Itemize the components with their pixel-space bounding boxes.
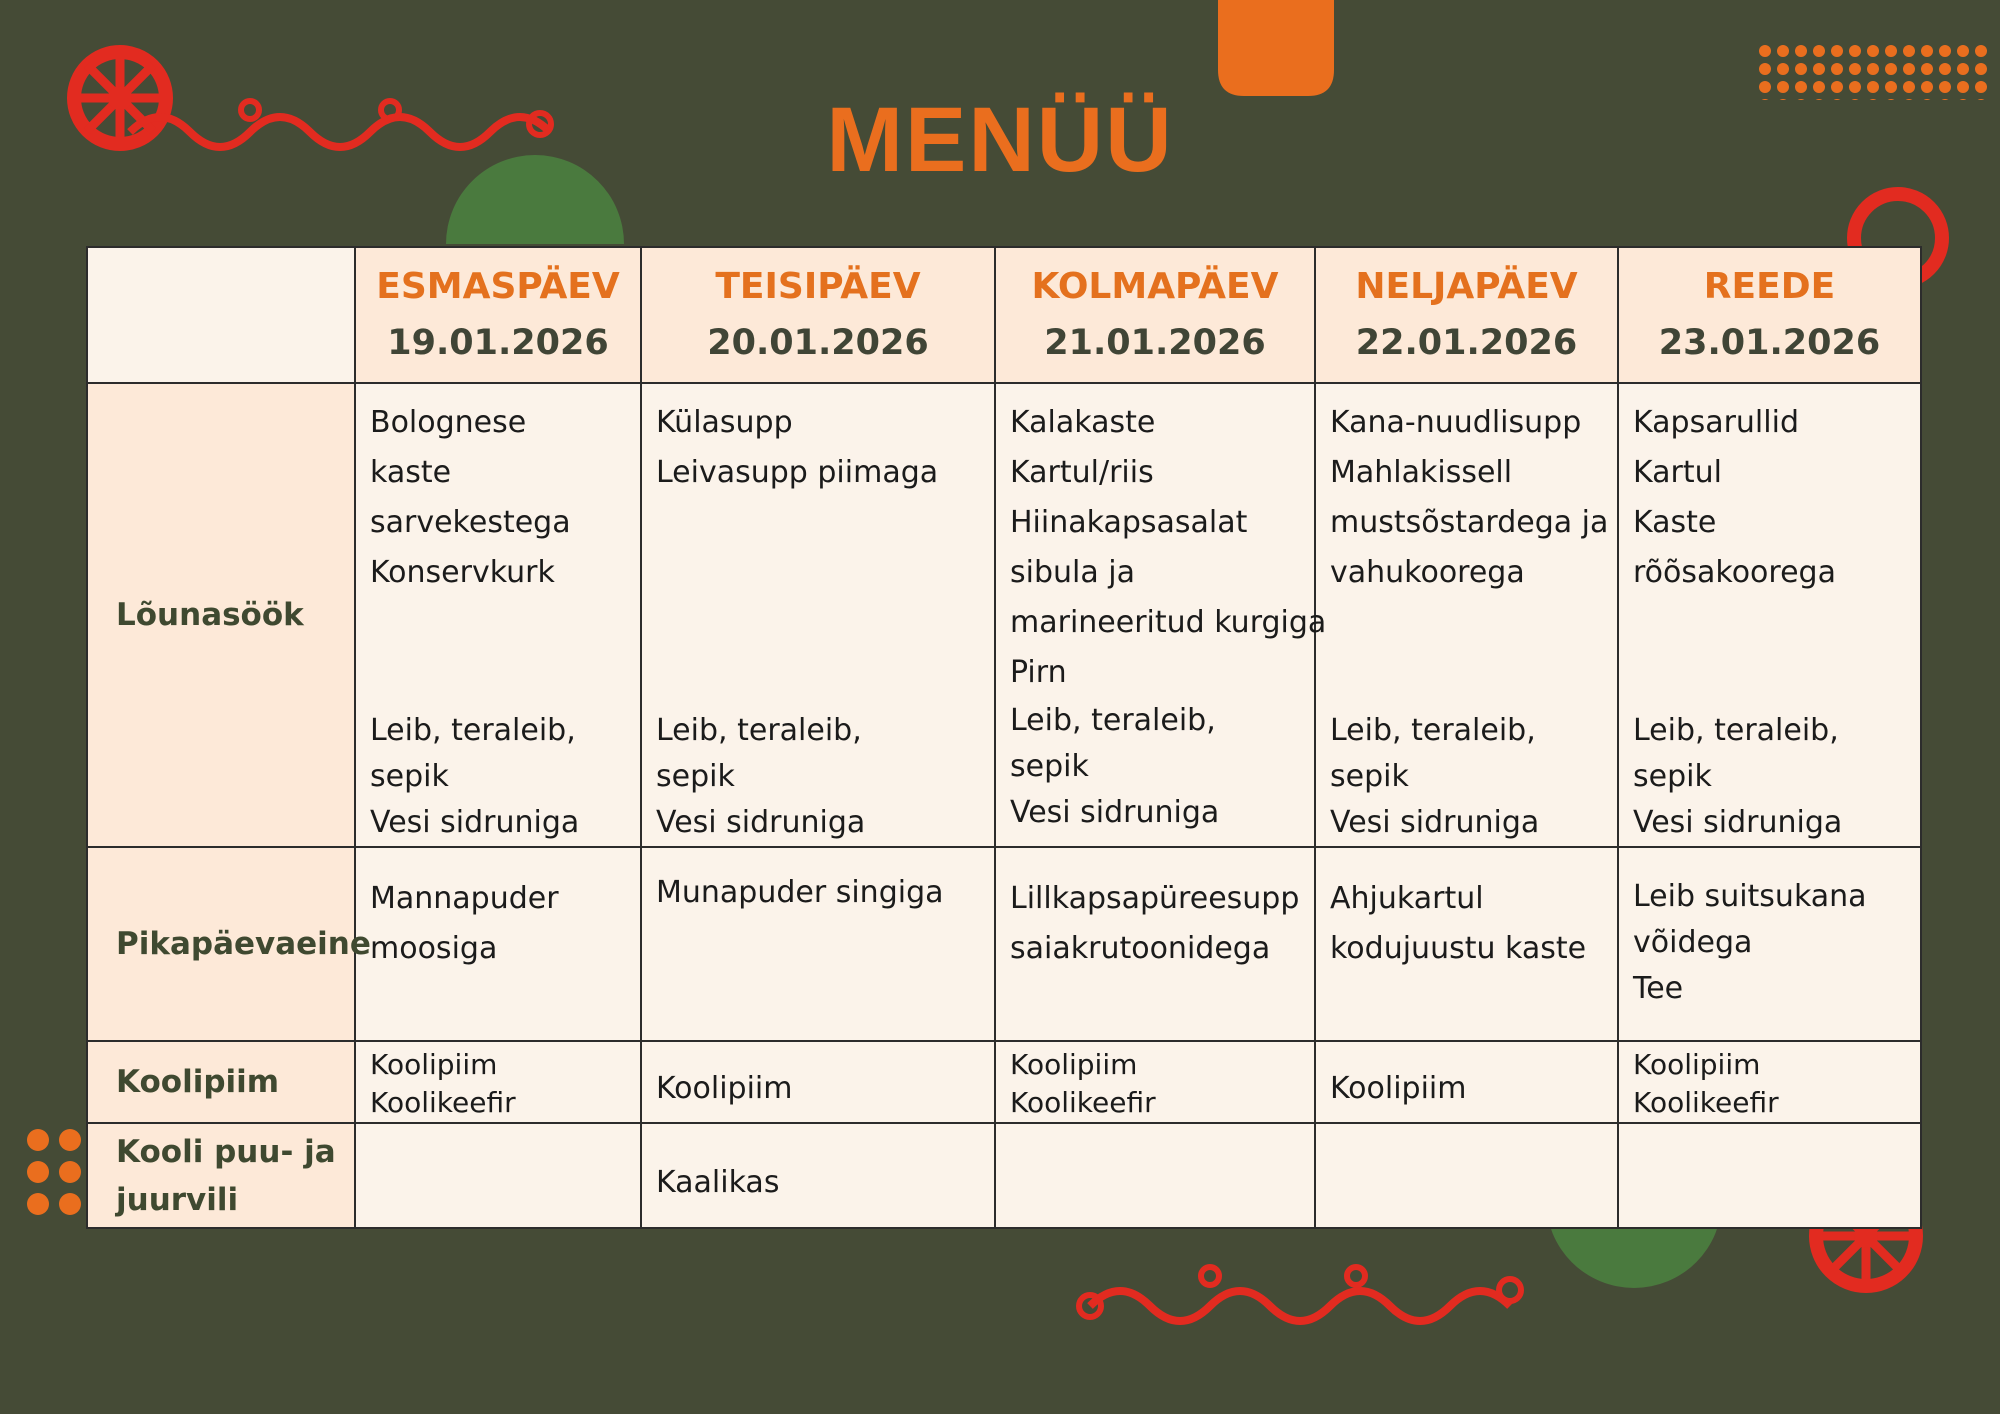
menu-item: võidega xyxy=(1633,925,1753,960)
menu-item: marineeritud kurgiga xyxy=(1010,605,1327,640)
day-header xyxy=(995,247,1315,383)
menu-item: Koolikeefir xyxy=(1633,1086,1779,1119)
milk-cell xyxy=(995,1041,1315,1123)
menu-item: Kapsarullid xyxy=(1633,405,1799,440)
day-name: KOLMAPÄEV xyxy=(1031,266,1279,307)
lunch-cell xyxy=(1618,383,1921,847)
menu-item: Mannapuder xyxy=(370,881,559,916)
milk-cell xyxy=(355,1041,641,1123)
lunch-cell xyxy=(355,383,641,847)
day-header xyxy=(355,247,641,383)
afternoon-cell xyxy=(355,847,641,1041)
day-date: 19.01.2026 xyxy=(387,323,609,363)
menu-item: Kaalikas xyxy=(656,1164,780,1200)
menu-item: sibula ja xyxy=(1010,555,1135,590)
menu-item: sepik xyxy=(1330,759,1409,794)
menu-item: Leib suitsukana xyxy=(1633,879,1867,914)
menu-item: sepik xyxy=(1633,759,1712,794)
menu-item: Koolipiim xyxy=(1010,1048,1138,1081)
menu-item: rõõsakoorega xyxy=(1633,555,1836,590)
menu-item: Kartul xyxy=(1633,455,1722,490)
milk-row xyxy=(87,1041,1921,1123)
row-label-lunch: Lõunasöök xyxy=(87,383,355,847)
menu-item: Kalakaste xyxy=(1010,405,1156,440)
day-name: REEDE xyxy=(1703,266,1836,307)
fruit-cell xyxy=(995,1123,1315,1228)
menu-item: Koolipiim xyxy=(1330,1071,1467,1106)
page-title: MENÜÜ xyxy=(826,89,1174,191)
day-date: 21.01.2026 xyxy=(1044,323,1266,363)
milk-cell xyxy=(641,1041,995,1123)
menu-item: sarvekestega xyxy=(370,505,571,540)
afternoon-cell xyxy=(641,847,995,1041)
menu-item: Lillkapsapüreesupp xyxy=(1010,881,1300,916)
menu-item: Koolipiim xyxy=(1633,1048,1761,1081)
menu-item: Kana-nuudlisupp xyxy=(1330,405,1582,440)
fruit-row xyxy=(87,1123,1921,1228)
fruit-cell xyxy=(641,1123,995,1228)
menu-item: Koolikeefir xyxy=(1010,1086,1156,1119)
fruit-cell xyxy=(355,1123,641,1228)
menu-item: Leib, teraleib, xyxy=(1010,703,1216,738)
lunch-cell xyxy=(995,383,1327,847)
menu-item: Vesi sidruniga xyxy=(1330,805,1540,840)
menu-item: Hiinakapsasalat xyxy=(1010,505,1248,540)
menu-item: kodujuustu kaste xyxy=(1330,931,1587,966)
menu-item: moosiga xyxy=(370,931,498,966)
day-date: 23.01.2026 xyxy=(1658,323,1881,363)
menu-item: saiakrutoonidega xyxy=(1010,931,1271,966)
milk-cell xyxy=(1315,1041,1618,1123)
menu-item: sepik xyxy=(656,759,735,794)
menu-item: Ahjukartul xyxy=(1330,881,1484,916)
decorative-wave-icon-bottom xyxy=(1070,1250,1530,1330)
afternoon-cell xyxy=(1618,847,1921,1041)
menu-item: mustsõstardega ja xyxy=(1330,505,1609,540)
menu-item: Vesi sidruniga xyxy=(1633,805,1843,840)
menu-item: Vesi sidruniga xyxy=(370,805,580,840)
afternoon-cell xyxy=(1315,847,1618,1041)
corner-cell xyxy=(87,247,355,383)
row-label-fruit: Kooli puu- ja juurvili xyxy=(87,1123,355,1228)
afternoon-cell xyxy=(995,847,1315,1041)
day-header xyxy=(641,247,995,383)
lunch-cell xyxy=(641,383,995,847)
table-header-row xyxy=(87,247,1921,383)
menu-item: Mahlakissell xyxy=(1330,455,1513,490)
menu-item: Leib, teraleib, xyxy=(656,713,862,748)
menu-item: Koolipiim xyxy=(656,1071,793,1106)
fruit-cell xyxy=(1315,1123,1618,1228)
menu-item: Külasupp xyxy=(656,405,793,440)
menu-item: Leib, teraleib, xyxy=(1330,713,1536,748)
afternoon-row xyxy=(87,847,1921,1041)
day-date: 22.01.2026 xyxy=(1355,323,1578,363)
menu-item: Vesi sidruniga xyxy=(1010,795,1220,830)
day-date: 20.01.2026 xyxy=(707,323,929,363)
menu-item: Pirn xyxy=(1010,655,1067,690)
lunch-cell xyxy=(1315,383,1618,847)
menu-item: Kartul/riis xyxy=(1010,455,1154,490)
menu-item: Leib, teraleib, xyxy=(370,713,576,748)
menu-item: Koolipiim xyxy=(370,1048,498,1081)
menu-table xyxy=(86,246,1922,1229)
menu-item: Munapuder singiga xyxy=(656,875,944,910)
menu-item: kaste xyxy=(370,455,452,490)
day-name: TEISIPÄEV xyxy=(715,266,921,307)
menu-item: vahukoorega xyxy=(1330,555,1525,590)
menu-item: Bolognese xyxy=(370,405,527,440)
milk-cell xyxy=(1618,1041,1921,1123)
menu-item: Koolikeefir xyxy=(370,1086,516,1119)
row-label-afternoon: Pikapäevaeine xyxy=(87,847,355,1041)
day-name: ESMASPÄEV xyxy=(376,266,620,307)
day-header xyxy=(1315,247,1618,383)
menu-item: Vesi sidruniga xyxy=(656,805,866,840)
menu-item: Kaste xyxy=(1633,505,1717,540)
menu-item: sepik xyxy=(370,759,449,794)
day-header xyxy=(1618,247,1921,383)
menu-item: Konservkurk xyxy=(370,555,555,590)
menu-item: Leivasupp piimaga xyxy=(656,455,939,490)
decorative-orange-block xyxy=(1218,0,1334,98)
fruit-cell xyxy=(1618,1123,1921,1228)
lunch-row xyxy=(87,383,1921,847)
day-name: NELJAPÄEV xyxy=(1355,266,1578,307)
menu-item: Tee xyxy=(1633,971,1684,1006)
menu-item: Leib, teraleib, xyxy=(1633,713,1839,748)
menu-item: sepik xyxy=(1010,749,1089,784)
row-label-milk: Koolipiim xyxy=(87,1041,355,1123)
